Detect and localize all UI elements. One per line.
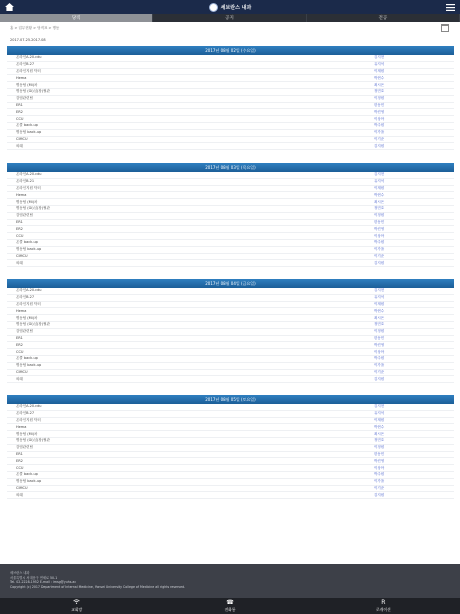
table-row xyxy=(7,172,454,179)
footer xyxy=(0,564,460,598)
duty-department: 온라인A.20.cdu xyxy=(16,172,42,177)
duty-department: 온라인지원 닥터 xyxy=(16,417,41,422)
duty-doctor-link[interactable]: 박현수 xyxy=(374,75,385,80)
table-row xyxy=(7,254,454,261)
duty-doctor-link[interactable]: 박주원 xyxy=(374,123,385,128)
week-date-header: 2017년 08월 04일 (금요일) xyxy=(7,279,454,288)
table-row xyxy=(7,143,454,150)
footer-org: 세브란스 내과 xyxy=(10,571,30,575)
duty-doctor-link[interactable]: 박현수 xyxy=(374,424,385,429)
table-row xyxy=(7,349,454,356)
duty-doctor-link[interactable]: 최시은 xyxy=(374,82,385,87)
menu-icon[interactable] xyxy=(445,1,457,13)
top-bar xyxy=(0,0,460,14)
table-row xyxy=(7,89,454,96)
table-row xyxy=(7,376,454,383)
duty-doctor-link[interactable]: 박현수 xyxy=(374,308,385,313)
duty-doctor-link[interactable]: 한동민 xyxy=(374,451,385,456)
tab-bar xyxy=(0,14,460,22)
table-row xyxy=(7,370,454,377)
duty-department: CCU xyxy=(16,350,24,355)
duty-doctor-link[interactable]: 유지석 xyxy=(374,411,385,416)
duty-department: CCU xyxy=(16,466,24,471)
table-row xyxy=(7,465,454,472)
table-row xyxy=(7,418,454,425)
duty-doctor-link[interactable]: 이가을 xyxy=(374,363,385,368)
duty-department: Hema xyxy=(16,76,27,81)
table-row xyxy=(7,308,454,315)
duty-table-week xyxy=(7,46,454,150)
table-row xyxy=(7,96,454,103)
duty-doctor-link[interactable]: 김지현 xyxy=(374,404,385,409)
duty-department: 외래 xyxy=(16,260,23,265)
duty-doctor-link[interactable]: 박주원 xyxy=(374,472,385,477)
duty-doctor-link[interactable]: 이상아 xyxy=(374,349,385,354)
table-row xyxy=(7,424,454,431)
duty-doctor-link[interactable]: 이기준 xyxy=(374,369,385,374)
table-row xyxy=(7,179,454,186)
duty-department: 온라인B.21 xyxy=(16,179,35,184)
duty-department: 병동팀 (Mi)차 xyxy=(16,199,38,204)
duty-table-week xyxy=(7,279,454,383)
duty-department: 병동팀 back-up xyxy=(16,479,42,484)
duty-doctor-link[interactable]: 이가을 xyxy=(374,130,385,135)
duty-department: 온라인지원 닥터 xyxy=(16,68,41,73)
duty-doctor-link[interactable]: 이정원 xyxy=(374,445,385,450)
duty-department: Hema xyxy=(16,425,27,430)
duty-department: ER1 xyxy=(16,220,23,225)
duty-doctor-link[interactable]: 유지석 xyxy=(374,179,385,184)
brand[interactable] xyxy=(209,3,252,12)
r-icon: R xyxy=(381,598,386,606)
duty-doctor-link[interactable]: 한동민 xyxy=(374,102,385,107)
duty-department: 온콜 back-up xyxy=(16,240,38,245)
duty-doctor-link[interactable]: 최시은 xyxy=(374,199,385,204)
duty-department: ER2 xyxy=(16,343,23,348)
bottom-nav-wifi[interactable] xyxy=(0,598,153,614)
week-date-header: 2017년 08월 05일 (토요일) xyxy=(7,395,454,404)
duty-doctor-link[interactable]: 이상아 xyxy=(374,116,385,121)
duty-department: 온콜 back-up xyxy=(16,123,38,128)
duty-doctor-link[interactable]: 이재원 xyxy=(374,301,385,306)
table-row xyxy=(7,411,454,418)
duty-department: 외래 xyxy=(16,492,23,497)
bottom-nav-label: 전화통 xyxy=(224,606,236,612)
table-row xyxy=(7,260,454,267)
date-range: 2017.07.25.2017.08 xyxy=(10,38,46,42)
table-row xyxy=(7,130,454,137)
duty-department: 온라인B.27 xyxy=(16,411,35,416)
bottom-nav-location[interactable] xyxy=(307,598,460,614)
duty-department: ER2 xyxy=(16,459,23,464)
table-row xyxy=(7,479,454,486)
bottom-nav-phone[interactable] xyxy=(153,598,306,614)
duty-doctor-link[interactable]: 박진영 xyxy=(374,458,385,463)
duty-department: Hema xyxy=(16,193,27,198)
table-row xyxy=(7,458,454,465)
app-title: 세브란스 내과 xyxy=(220,4,252,11)
table-row xyxy=(7,123,454,130)
duty-department: CCU xyxy=(16,117,24,122)
duty-doctor-link[interactable]: 김지원 xyxy=(374,376,385,381)
tab-notice[interactable]: 공지 xyxy=(153,14,306,22)
duty-doctor-link[interactable]: 이기준 xyxy=(374,253,385,258)
table-row xyxy=(7,288,454,295)
table-row xyxy=(7,103,454,110)
duty-doctor-link[interactable]: 박주원 xyxy=(374,240,385,245)
table-row xyxy=(7,336,454,343)
table-row xyxy=(7,322,454,329)
table-row xyxy=(7,199,454,206)
table-row xyxy=(7,492,454,499)
footer-contact: Tel. 02-2228-1952 E-mail : imsg@yuhs.ac xyxy=(10,580,77,584)
duty-department: 감염관련팀 xyxy=(16,96,33,101)
table-row xyxy=(7,206,454,213)
table-row xyxy=(7,472,454,479)
duty-doctor-link[interactable]: 최시은 xyxy=(374,315,385,320)
duty-doctor-link[interactable]: 이기준 xyxy=(374,136,385,141)
duty-doctor-link[interactable]: 박진영 xyxy=(374,109,385,114)
duty-department: 병동팀 back-up xyxy=(16,363,42,368)
duty-doctor-link[interactable]: 김지원 xyxy=(374,492,385,497)
duty-department: ER1 xyxy=(16,103,23,108)
table-row xyxy=(7,192,454,199)
table-row xyxy=(7,226,454,233)
table-row xyxy=(7,404,454,411)
table-row xyxy=(7,431,454,438)
wifi-icon xyxy=(73,599,80,606)
duty-department: 온라인A.20.cdu xyxy=(16,288,42,293)
duty-department: 외래 xyxy=(16,143,23,148)
duty-doctor-link[interactable]: 김지원 xyxy=(374,143,385,148)
duty-doctor-link[interactable]: 한동민 xyxy=(374,219,385,224)
table-row xyxy=(7,186,454,193)
table-row xyxy=(7,438,454,445)
duty-doctor-link[interactable]: 김지현 xyxy=(374,172,385,177)
duty-doctor-link[interactable]: 최시은 xyxy=(374,431,385,436)
bottom-nav-label: 로캐이션 xyxy=(375,606,391,612)
duty-doctor-link[interactable]: 김지원 xyxy=(374,260,385,265)
duty-department: 병동팀 (Gi)심(장)혈관 xyxy=(16,206,50,211)
tab-major[interactable]: 전공 xyxy=(307,14,460,22)
table-row xyxy=(7,486,454,493)
duty-doctor-link[interactable]: 한동민 xyxy=(374,335,385,340)
duty-doctor-link[interactable]: 유지석 xyxy=(374,295,385,300)
table-row xyxy=(7,363,454,370)
duty-doctor-link[interactable]: 정민호 xyxy=(374,322,385,327)
duty-department: 온라인B.27 xyxy=(16,295,35,300)
duty-department: 온라인B.27 xyxy=(16,62,35,67)
table-row xyxy=(7,452,454,459)
table-row xyxy=(7,240,454,247)
duty-doctor-link[interactable]: 정민호 xyxy=(374,206,385,211)
table-row xyxy=(7,62,454,69)
duty-doctor-link[interactable]: 이정원 xyxy=(374,329,385,334)
tab-duty[interactable]: 당직 xyxy=(0,14,153,22)
table-row xyxy=(7,116,454,123)
duty-department: CIMCU xyxy=(16,137,28,142)
bottom-nav-label: 교회망 xyxy=(71,607,83,612)
table-row xyxy=(7,295,454,302)
duty-department: ER2 xyxy=(16,227,23,232)
table-row xyxy=(7,356,454,363)
table-row xyxy=(7,329,454,336)
table-row xyxy=(7,445,454,452)
duty-department: 온라인지원 닥터 xyxy=(16,301,41,306)
duty-doctor-link[interactable]: 이상아 xyxy=(374,233,385,238)
duty-doctor-link[interactable]: 이정원 xyxy=(374,213,385,218)
duty-doctor-link[interactable]: 이기준 xyxy=(374,485,385,490)
table-row xyxy=(7,213,454,220)
duty-department: CCU xyxy=(16,234,24,239)
home-icon[interactable] xyxy=(3,1,15,13)
week-date-header: 2017년 08월 03일 (목요일) xyxy=(7,163,454,172)
duty-department: 감염관련팀 xyxy=(16,445,33,450)
footer-copyright: Copyright (c) 2017 Department of Internal Medicine, Yonsei University College of Medicine all rights reserved. xyxy=(10,584,186,589)
duty-doctor-link[interactable]: 박진영 xyxy=(374,226,385,231)
table-row xyxy=(7,137,454,144)
duty-doctor-link[interactable]: 김지현 xyxy=(374,288,385,293)
duty-doctor-link[interactable]: 이재원 xyxy=(374,68,385,73)
duty-doctor-link[interactable]: 이정원 xyxy=(374,96,385,101)
duty-department: 온라인A.20.cdu xyxy=(16,55,42,60)
calendar-icon[interactable] xyxy=(441,24,449,32)
duty-doctor-link[interactable]: 박현수 xyxy=(374,192,385,197)
duty-doctor-link[interactable]: 이가을 xyxy=(374,479,385,484)
table-row xyxy=(7,302,454,309)
table-row xyxy=(7,55,454,62)
week-date-header: 2017년 08월 02일 (수요일) xyxy=(7,46,454,55)
table-row xyxy=(7,109,454,116)
duty-department: 온라인지원 닥터 xyxy=(16,185,41,190)
duty-doctor-link[interactable]: 김지현 xyxy=(374,55,385,60)
duty-department: 병동팀 (Mi)차 xyxy=(16,431,38,436)
university-logo-icon xyxy=(209,3,218,12)
duty-doctor-link[interactable]: 이가을 xyxy=(374,247,385,252)
phone-icon: ☎ xyxy=(226,598,234,606)
duty-department: 감염관련팀 xyxy=(16,213,33,218)
duty-department: ER1 xyxy=(16,336,23,341)
duty-department: 병동팀 back-up xyxy=(16,247,42,252)
duty-department: CIMCU xyxy=(16,486,28,491)
table-row xyxy=(7,342,454,349)
duty-department: 병동팀 (Mi)차 xyxy=(16,82,38,87)
duty-department: 온콜 back-up xyxy=(16,472,38,477)
duty-department: CIMCU xyxy=(16,370,28,375)
duty-doctor-link[interactable]: 박진영 xyxy=(374,342,385,347)
duty-department: 병동팀 (Gi)심(장)혈관 xyxy=(16,438,50,443)
bottom-nav xyxy=(0,598,460,614)
duty-department: ER2 xyxy=(16,110,23,115)
duty-department: 병동팀 (Gi)심(장)혈관 xyxy=(16,89,50,94)
duty-doctor-link[interactable]: 정민호 xyxy=(374,438,385,443)
duty-department: Hema xyxy=(16,309,27,314)
duty-department: CIMCU xyxy=(16,254,28,259)
duty-department: 온콜 back-up xyxy=(16,356,38,361)
footer-address: 서울특별시 서대문구 연세로 50-1 xyxy=(10,575,58,580)
duty-department: 병동팀 (Gi)심(장)혈관 xyxy=(16,322,50,327)
table-row xyxy=(7,69,454,76)
table-row xyxy=(7,220,454,227)
duty-doctor-link[interactable]: 이재원 xyxy=(374,417,385,422)
duty-department: 병동팀 (Mi)차 xyxy=(16,315,38,320)
duty-table-week xyxy=(7,163,454,267)
duty-table-week xyxy=(7,395,454,499)
table-row xyxy=(7,82,454,89)
breadcrumb: 홈 > 업무현황 > 당직표 > 병동 xyxy=(10,26,60,30)
table-row xyxy=(7,75,454,82)
table-row xyxy=(7,247,454,254)
duty-doctor-link[interactable]: 유지석 xyxy=(374,62,385,67)
duty-doctor-link[interactable]: 정민호 xyxy=(374,89,385,94)
duty-doctor-link[interactable]: 이재원 xyxy=(374,185,385,190)
duty-doctor-link[interactable]: 박주원 xyxy=(374,356,385,361)
duty-department: 감염관련팀 xyxy=(16,329,33,334)
duty-doctor-link[interactable]: 이상아 xyxy=(374,465,385,470)
table-row xyxy=(7,315,454,322)
duty-department: 병동팀 back-up xyxy=(16,130,42,135)
duty-department: 온라인A.20.cdu xyxy=(16,404,42,409)
duty-department: ER1 xyxy=(16,452,23,457)
duty-department: 외래 xyxy=(16,376,23,381)
table-row xyxy=(7,233,454,240)
